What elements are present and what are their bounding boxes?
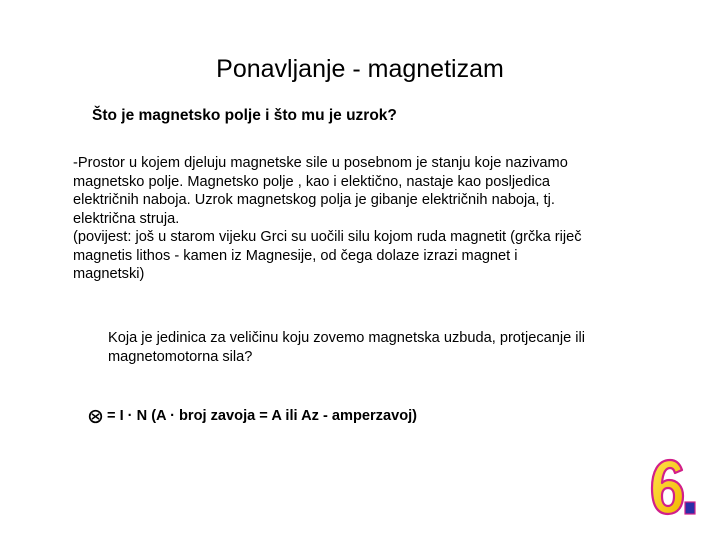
paragraph-line: -Prostor u kojem djeluju magnetske sile u posebnom je stanju koje nazivamo bbox=[73, 155, 568, 171]
formula bbox=[88, 406, 417, 426]
question-line: Koja je jedinica za veličinu koju zovemo magnetska uzbuda, protjecanje ili bbox=[108, 330, 585, 346]
number-six-badge-icon bbox=[648, 456, 696, 518]
paragraph-line: magnetsko polje. Magnetsko polje , kao i elektično, nastaje kao posljedica bbox=[73, 173, 551, 190]
paragraph-line: magnetski) bbox=[73, 266, 145, 282]
answer-paragraph bbox=[73, 154, 653, 284]
theta-symbol-icon bbox=[88, 409, 103, 424]
question-unit bbox=[108, 329, 668, 366]
question-magnetic-field: Što je magnetsko polje i što mu je uzrok? bbox=[92, 107, 397, 124]
formula-text: = I · N (A · broj zavoja = A ili Az - amperzavoj) bbox=[107, 408, 418, 424]
paragraph-line: (povijest: još u starom vijeku Grci su uočili silu kojom ruda magnetit (grčka riječ bbox=[73, 229, 582, 245]
paragraph-line: električnih naboja. Uzrok magnetskog polja je gibanje električnih naboja, tj. bbox=[73, 192, 555, 208]
paragraph-line: električna struja. bbox=[73, 210, 180, 227]
paragraph-line: magnetis lithos - kamen iz Magnesije, od čega dolaze izrazi magnet i bbox=[73, 247, 518, 264]
question-line: magnetomotorna sila? bbox=[108, 348, 253, 365]
page-title: Ponavljanje - magnetizam bbox=[216, 55, 504, 83]
